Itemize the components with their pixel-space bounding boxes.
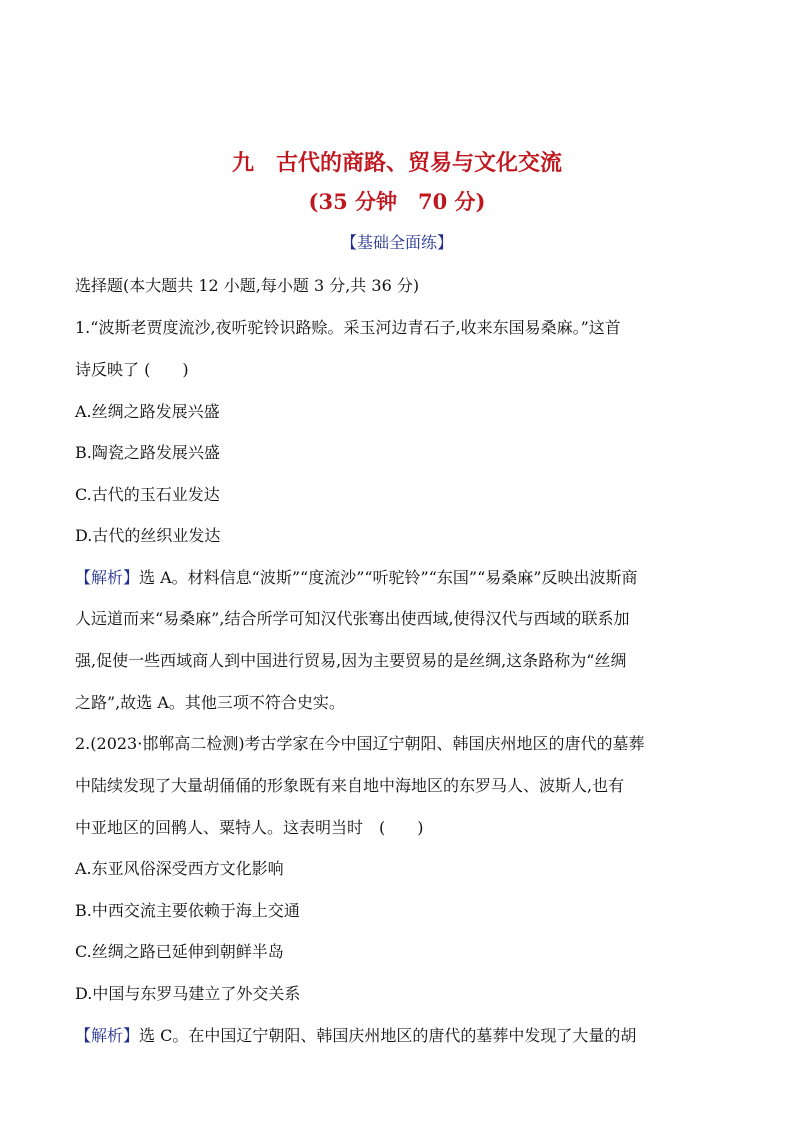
q1-option-c: C.古代的玉石业发达 [75, 485, 220, 504]
q1-option-b: B.陶瓷之路发展兴盛 [75, 443, 220, 462]
q2-option-b: B.中西交流主要依赖于海上交通 [75, 901, 300, 920]
q1-stem-line-1: 1.“波斯老贾度流沙,夜听驼铃识路赊。采玉河边青石子,收来东国易桑麻。”这首 [75, 318, 621, 337]
q1-option-a: A.丝绸之路发展兴盛 [75, 402, 220, 421]
q2-analysis-line-1 [75, 1023, 725, 1046]
q1-analysis-text-1: 选 A。材料信息“波斯”“度流沙”“听驼铃”“东国”“易桑麻”反映出波斯商 [139, 568, 638, 587]
q2-option-d: D.中国与东罗马建立了外交关系 [75, 984, 301, 1003]
q1-analysis-line-3: 强,促使一些西域商人到中国进行贸易,因为主要贸易的是丝绸,这条路称为“丝绸 [75, 651, 627, 670]
q2-stem-line-1: 2.(2023·邯郸高二检测)考古学家在今中国辽宁朝阳、韩国庆州地区的唐代的墓葬 [75, 734, 645, 753]
question-intro: 选择题(本大题共 12 小题,每小题 3 分,共 36 分) [75, 276, 420, 295]
q2-option-c: C.丝绸之路已延伸到朝鲜半岛 [75, 942, 284, 961]
section-heading: 【基础全面练】 [340, 233, 453, 252]
q2-stem-line-2: 中陆续发现了大量胡俑俑的形象既有来自地中海地区的东罗马人、波斯人,也有 [75, 776, 625, 795]
q1-analysis-line-4: 之路”,故选 A。其他三项不符合史实。 [75, 693, 345, 712]
q1-analysis-line-1 [75, 565, 725, 588]
q1-stem-line-2: 诗反映了 ( ) [75, 360, 189, 379]
page-subtitle: (35 分钟 70 分) [308, 189, 486, 214]
q2-option-a: A.东亚风俗深受西方文化影响 [75, 859, 284, 878]
page-title: 九 古代的商路、贸易与文化交流 [231, 150, 562, 176]
q1-analysis-line-2: 人远道而来“易桑麻”,结合所学可知汉代张骞出使西域,使得汉代与西域的联系加 [75, 609, 630, 628]
q2-analysis-text-1: 选 C。在中国辽宁朝阳、韩国庆州地区的唐代的墓葬中发现了大量的胡 [139, 1026, 637, 1045]
q2-analysis-tag: 【解析】 [75, 1026, 140, 1045]
q1-option-d: D.古代的丝织业发达 [75, 526, 221, 545]
q1-analysis-tag: 【解析】 [75, 568, 140, 587]
q2-stem-line-3: 中亚地区的回鹘人、粟特人。这表明当时 ( ) [75, 818, 424, 837]
